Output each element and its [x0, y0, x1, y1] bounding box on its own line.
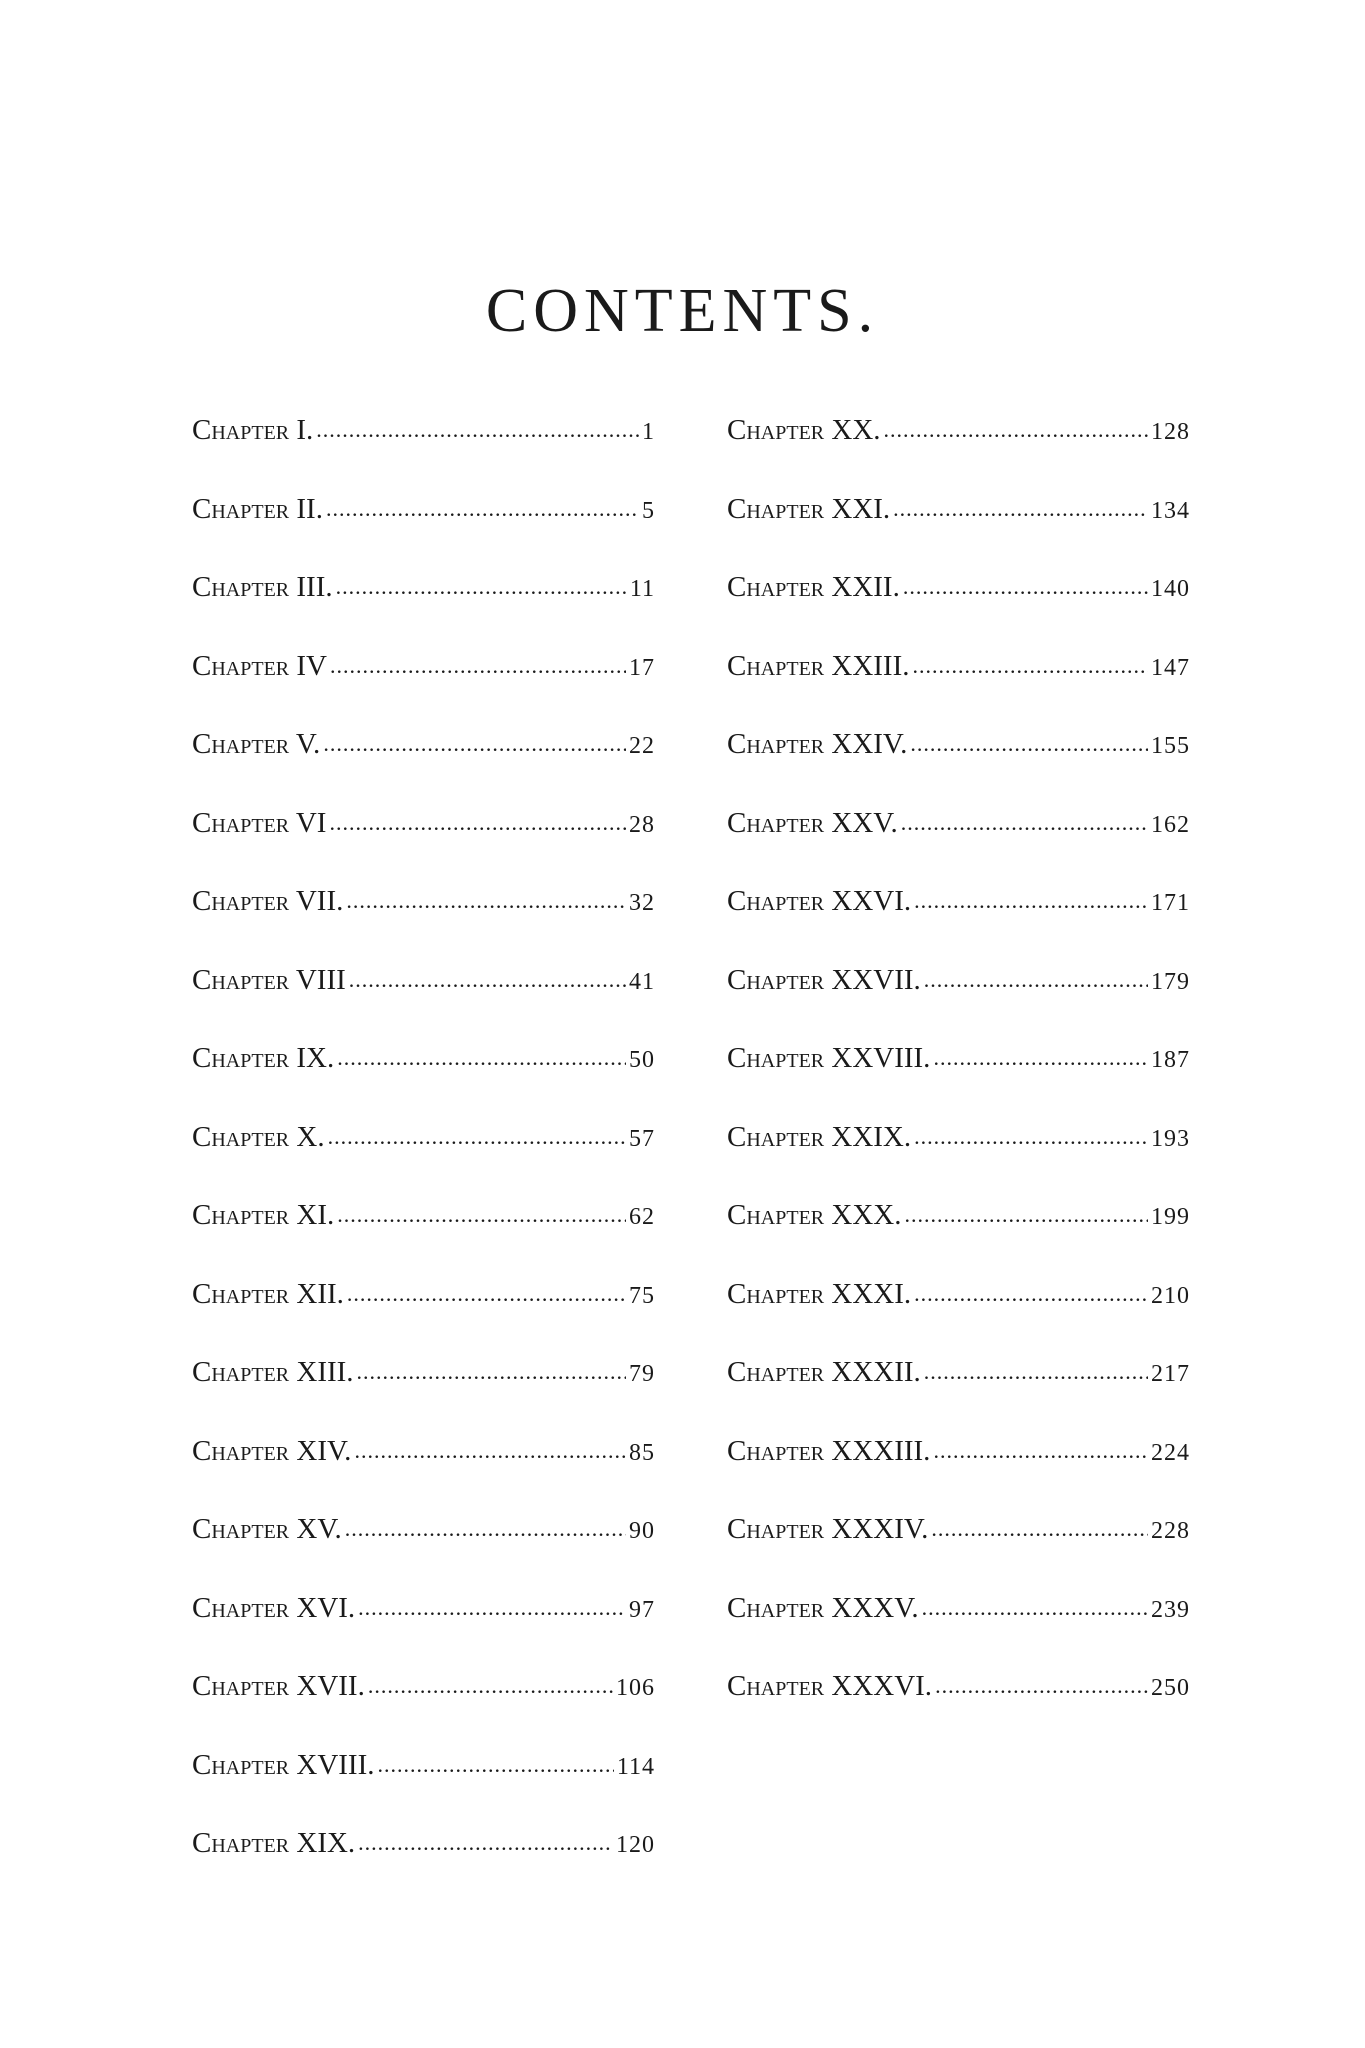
dot-leader	[337, 1202, 626, 1228]
page-title: CONTENTS.	[485, 277, 880, 345]
dot-leader	[330, 653, 626, 679]
toc-entry-page-number: 41	[629, 968, 655, 995]
toc-entry-page-number: 155	[1151, 733, 1190, 759]
toc-entry-page-number: 187	[1151, 1047, 1190, 1073]
toc-entry-label: Chapter XXXIV.	[727, 1513, 929, 1545]
toc-entry[interactable]	[727, 414, 1190, 493]
contents-column-left	[192, 414, 655, 1906]
toc-entry-label: Chapter XXIII.	[727, 649, 910, 682]
toc-entry-label: Chapter XV.	[192, 1513, 342, 1545]
toc-entry[interactable]	[727, 1513, 1190, 1592]
dot-leader	[328, 1124, 626, 1150]
toc-entry-page-number: 239	[1151, 1596, 1190, 1623]
toc-entry-page-number: 250	[1151, 1675, 1190, 1701]
toc-entry[interactable]	[192, 1670, 655, 1749]
toc-entry[interactable]	[192, 571, 655, 650]
toc-entry-label: Chapter III.	[192, 571, 333, 603]
dot-leader	[347, 1281, 626, 1307]
toc-entry[interactable]	[192, 1749, 655, 1828]
toc-entry[interactable]	[192, 1199, 655, 1278]
toc-entry[interactable]	[192, 1435, 655, 1514]
dot-leader	[914, 1124, 1148, 1150]
dot-leader	[935, 1673, 1148, 1699]
toc-entry[interactable]	[192, 885, 655, 964]
toc-entry-page-number: 134	[1151, 497, 1190, 524]
dot-leader	[349, 967, 626, 993]
dot-leader	[933, 1438, 1148, 1464]
toc-entry-label: Chapter XXXIII.	[727, 1434, 931, 1467]
toc-entry[interactable]	[727, 1121, 1190, 1200]
toc-entry-page-number: 62	[629, 1204, 655, 1230]
toc-entry-page-number: 162	[1151, 811, 1190, 838]
toc-entry[interactable]	[192, 414, 655, 493]
toc-entry-page-number: 90	[629, 1518, 655, 1544]
toc-entry-label: Chapter XXXII.	[727, 1356, 921, 1388]
toc-entry-label: Chapter XXXI.	[727, 1277, 912, 1310]
toc-entry[interactable]	[192, 964, 655, 1043]
toc-entry-label: Chapter II.	[192, 492, 323, 525]
dot-leader	[922, 1595, 1148, 1621]
toc-entry[interactable]	[727, 728, 1190, 807]
toc-entry[interactable]	[727, 493, 1190, 572]
toc-entry-label: Chapter XVI.	[192, 1591, 356, 1624]
toc-entry-label: Chapter XXII.	[727, 571, 900, 603]
toc-entry[interactable]	[192, 1827, 655, 1906]
toc-entry[interactable]	[192, 728, 655, 807]
toc-entry-page-number: 179	[1151, 968, 1190, 995]
toc-entry-label: Chapter XIX.	[192, 1827, 356, 1859]
toc-entry-page-number: 140	[1151, 576, 1190, 602]
toc-entry[interactable]	[727, 1042, 1190, 1121]
dot-leader	[377, 1752, 613, 1778]
toc-entry-label: Chapter XXIX.	[727, 1120, 912, 1153]
toc-entry[interactable]	[192, 1042, 655, 1121]
toc-entry-label: Chapter XIII.	[192, 1356, 354, 1388]
toc-entry-page-number: 11	[629, 576, 655, 602]
contents-column-right	[727, 414, 1190, 1749]
dot-leader	[931, 1516, 1148, 1542]
dot-leader	[357, 1359, 626, 1385]
toc-entry-page-number: 32	[629, 890, 655, 916]
toc-entry-page-number: 57	[629, 1125, 655, 1152]
dot-leader	[912, 653, 1148, 679]
toc-entry-label: Chapter IX.	[192, 1042, 335, 1074]
toc-entry[interactable]	[192, 493, 655, 572]
toc-entry-page-number: 171	[1151, 890, 1190, 916]
toc-entry-label: Chapter XI.	[192, 1199, 335, 1231]
dot-leader	[345, 1516, 626, 1542]
toc-entry-label: Chapter XXXVI.	[727, 1670, 933, 1702]
toc-entry[interactable]	[727, 650, 1190, 729]
toc-entry[interactable]	[727, 1356, 1190, 1435]
toc-entry-label: Chapter XXX.	[727, 1199, 902, 1231]
toc-entry-page-number: 28	[629, 811, 655, 838]
dot-leader	[893, 496, 1148, 522]
toc-entry[interactable]	[192, 1513, 655, 1592]
toc-entry-page-number: 217	[1151, 1361, 1190, 1387]
toc-entry-label: Chapter XXVIII.	[727, 1042, 931, 1074]
toc-entry[interactable]	[192, 1592, 655, 1671]
toc-entry-label: Chapter VIII	[192, 963, 346, 996]
toc-entry-label: Chapter XXVI.	[727, 885, 912, 917]
dot-leader	[914, 888, 1148, 914]
toc-entry-page-number: 128	[1151, 419, 1190, 445]
toc-entry[interactable]	[727, 1592, 1190, 1671]
dot-leader	[323, 731, 626, 757]
toc-entry-page-number: 75	[629, 1282, 655, 1309]
toc-entry-label: Chapter XVII.	[192, 1670, 365, 1702]
toc-entry-label: Chapter X.	[192, 1120, 325, 1153]
toc-entry-label: Chapter XII.	[192, 1277, 344, 1310]
dot-leader	[924, 967, 1148, 993]
toc-entry-page-number: 22	[629, 733, 655, 759]
toc-entry[interactable]	[192, 1121, 655, 1200]
toc-entry-page-number: 79	[629, 1361, 655, 1387]
toc-entry[interactable]	[727, 1278, 1190, 1357]
toc-entry[interactable]	[727, 807, 1190, 886]
toc-entry[interactable]	[192, 1278, 655, 1357]
toc-entry-page-number: 97	[629, 1596, 655, 1623]
dot-leader	[346, 888, 626, 914]
dot-leader	[326, 496, 639, 522]
dot-leader	[368, 1673, 613, 1699]
toc-entry[interactable]	[192, 650, 655, 729]
toc-entry[interactable]	[727, 571, 1190, 650]
dot-leader	[884, 417, 1148, 443]
toc-entry-page-number: 228	[1151, 1518, 1190, 1544]
toc-entry-page-number: 5	[642, 497, 655, 524]
toc-entry-label: Chapter XX.	[727, 414, 881, 446]
dot-leader	[316, 417, 639, 443]
dot-leader	[901, 810, 1148, 836]
toc-entry-page-number: 50	[629, 1047, 655, 1073]
dot-leader	[933, 1045, 1148, 1071]
toc-entry[interactable]	[727, 1670, 1190, 1749]
toc-entry-page-number: 147	[1151, 654, 1190, 681]
toc-entry-label: Chapter I.	[192, 414, 314, 446]
toc-entry-page-number: 85	[629, 1439, 655, 1466]
toc-entry-page-number: 106	[616, 1675, 655, 1701]
dot-leader	[903, 574, 1148, 600]
dot-leader	[337, 1045, 626, 1071]
toc-entry-label: Chapter XXV.	[727, 806, 898, 839]
toc-entry-page-number: 224	[1151, 1439, 1190, 1466]
toc-entry[interactable]	[727, 885, 1190, 964]
dot-leader	[914, 1281, 1148, 1307]
dot-leader	[358, 1830, 613, 1856]
dot-leader	[358, 1595, 626, 1621]
dot-leader	[924, 1359, 1148, 1385]
toc-entry-label: Chapter XXXV.	[727, 1591, 919, 1624]
toc-entry-label: Chapter XXVII.	[727, 963, 921, 996]
toc-entry-page-number: 193	[1151, 1125, 1190, 1152]
toc-entry-page-number: 114	[616, 1753, 655, 1780]
toc-entry-label: Chapter XIV.	[192, 1434, 352, 1467]
toc-entry-label: Chapter XXI.	[727, 492, 891, 525]
toc-entry-label: Chapter XVIII.	[192, 1748, 375, 1781]
toc-entry-page-number: 199	[1151, 1204, 1190, 1230]
toc-entry[interactable]	[727, 964, 1190, 1043]
toc-entry[interactable]	[727, 1199, 1190, 1278]
toc-entry[interactable]	[192, 1356, 655, 1435]
toc-entry-page-number: 17	[629, 654, 655, 681]
dot-leader	[329, 810, 626, 836]
toc-entry-page-number: 1	[642, 419, 655, 445]
toc-entry[interactable]	[727, 1435, 1190, 1514]
toc-entry-label: Chapter V.	[192, 728, 321, 760]
dot-leader	[910, 731, 1148, 757]
dot-leader	[354, 1438, 626, 1464]
toc-entry-label: Chapter VII.	[192, 885, 344, 917]
toc-entry-label: Chapter XXIV.	[727, 728, 908, 760]
toc-entry-label: Chapter VI	[192, 806, 327, 839]
toc-entry-label: Chapter IV	[192, 649, 327, 682]
toc-entry-page-number: 210	[1151, 1282, 1190, 1309]
dot-leader	[904, 1202, 1148, 1228]
toc-entry[interactable]	[192, 807, 655, 886]
toc-entry-page-number: 120	[616, 1832, 655, 1858]
dot-leader	[336, 574, 627, 600]
